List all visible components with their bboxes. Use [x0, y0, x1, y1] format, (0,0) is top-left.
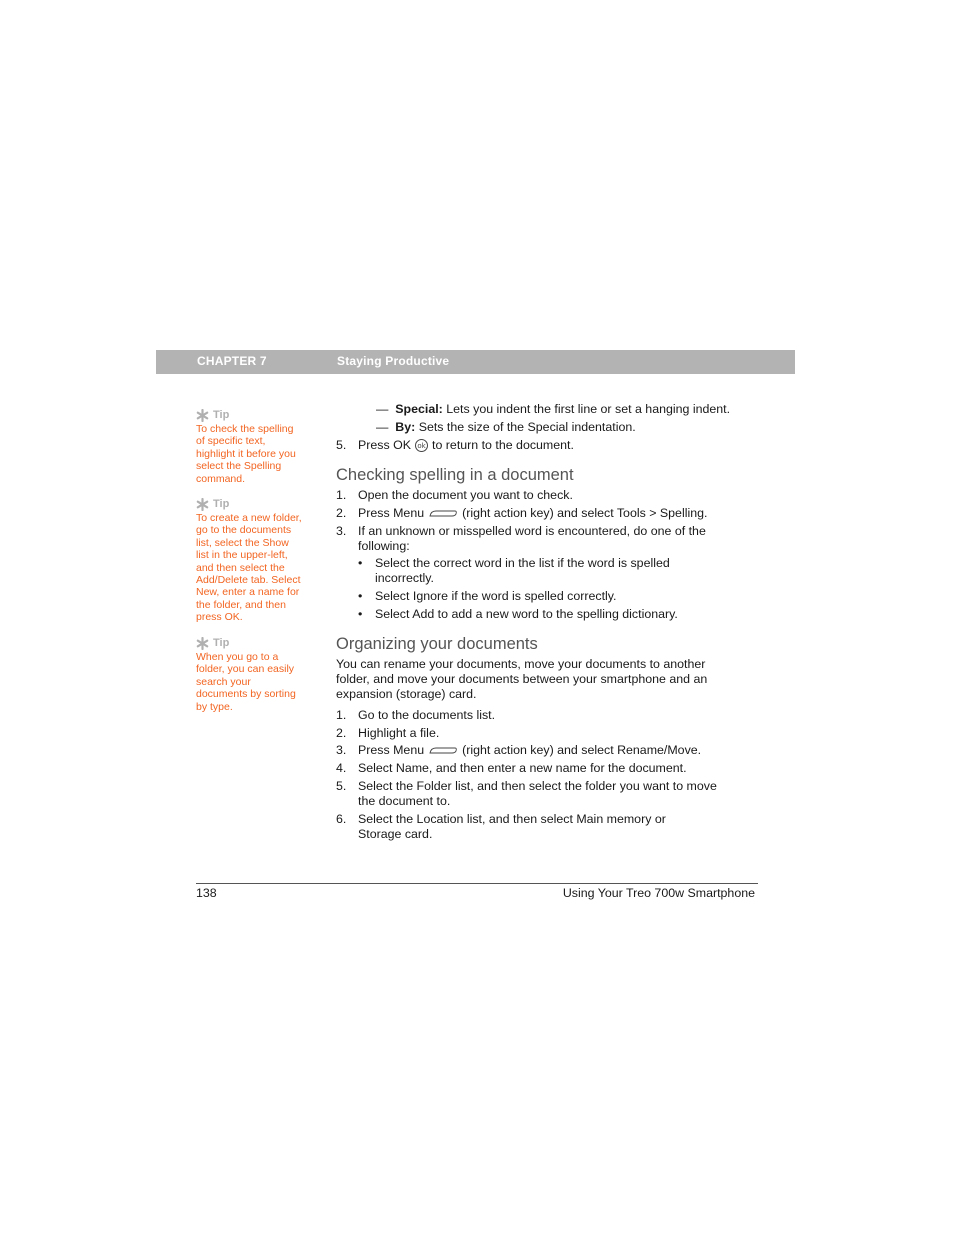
tip-box-3	[196, 636, 314, 713]
tip-text: To check the spelling of specific text, highlight it before you select the Spelling command.	[196, 423, 296, 485]
tip-label: Tip	[213, 409, 230, 421]
asterisk-tip-icon	[196, 637, 209, 650]
tip-label: Tip	[213, 498, 230, 510]
intro-paragraph: You can rename your documents, move your documents to another folder, and move your documents between your smartphone and an expansion (storage) card.	[336, 657, 708, 701]
asterisk-tip-icon	[196, 409, 209, 422]
tip-text: To create a new folder, go to the documents list, select the Show list in the upper-left, and then select the Add/Delete tab. Select New, enter a name for the folder, and then press OK.	[196, 512, 302, 624]
chapter-header-bar	[156, 350, 795, 374]
book-title: Using Your Treo 700w Smartphone	[562, 886, 755, 900]
asterisk-tip-icon	[196, 498, 209, 511]
svg-text:ok: ok	[417, 442, 426, 451]
footer-divider	[196, 883, 758, 884]
ok-key-icon	[414, 438, 429, 453]
tip-box-1	[196, 408, 314, 485]
menu-key-icon	[428, 746, 458, 755]
by-option: — By: Sets the size of the Special indentation.	[376, 420, 636, 434]
section-heading-organizing: Organizing your documents	[336, 635, 538, 653]
tip-label: Tip	[213, 637, 230, 649]
chapter-title: Staying Productive	[337, 354, 450, 368]
special-option: — Special: Lets you indent the first line or set a hanging indent.	[376, 402, 731, 416]
tip-text: When you go to a folder, you can easily search your documents by sorting by type.	[196, 651, 296, 713]
menu-key-icon	[428, 509, 458, 518]
section-heading-spelling: Checking spelling in a document	[336, 466, 574, 484]
chapter-label: CHAPTER 7	[197, 354, 267, 368]
page-number: 138	[196, 886, 217, 900]
tip-box-2	[196, 497, 314, 624]
